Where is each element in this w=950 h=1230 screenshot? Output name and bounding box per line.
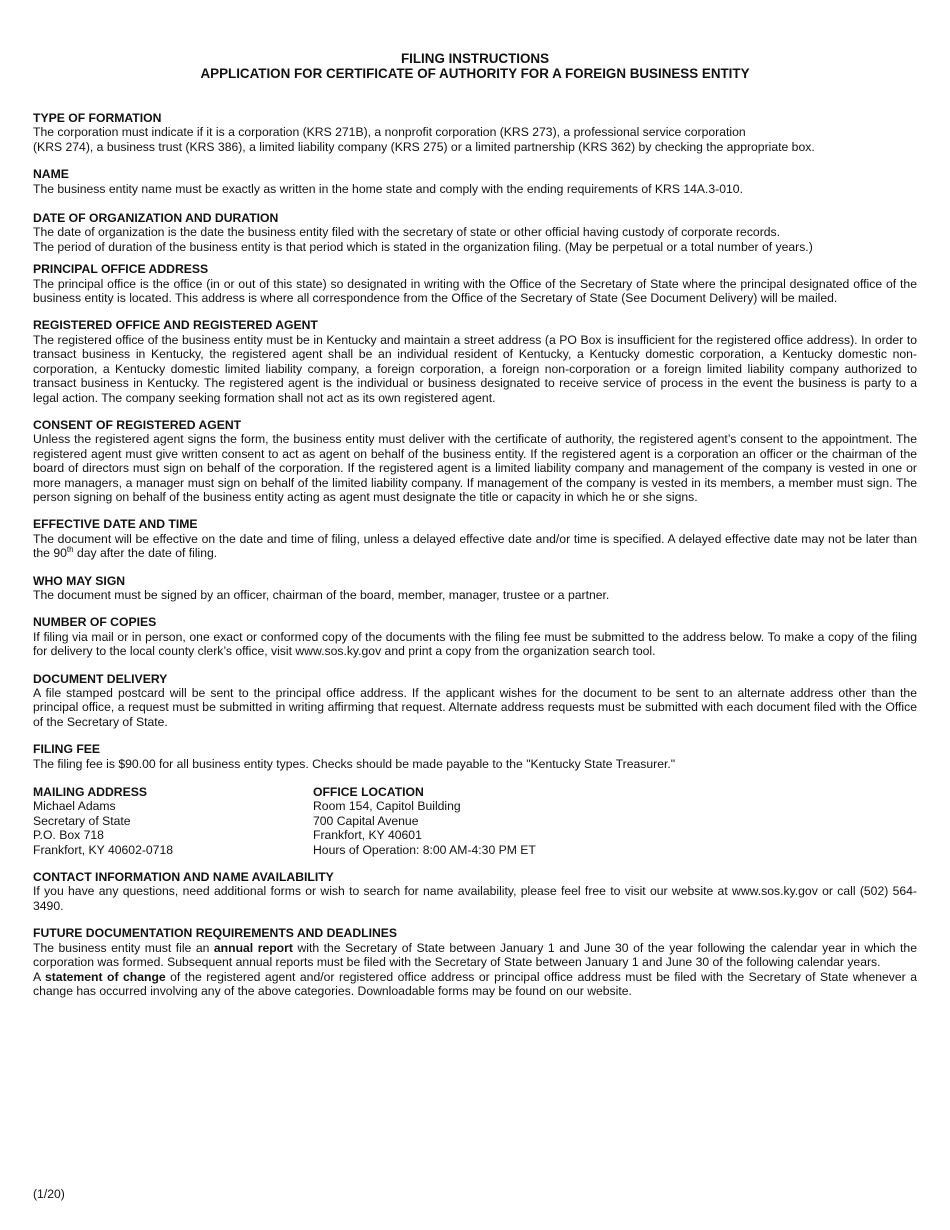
section-heading: CONTACT INFORMATION AND NAME AVAILABILITY	[33, 870, 334, 885]
section-document-delivery	[33, 672, 917, 730]
section-text	[33, 532, 917, 561]
section-effective-date	[33, 517, 917, 560]
section-text: The date of organization is the date the business entity filed with the secretary of state or other official having custody of corporate records.	[33, 225, 781, 240]
form-revision-code: (1/20)	[33, 1187, 65, 1201]
office-location-line: Frankfort, KY 40601	[313, 828, 422, 843]
section-text: The registered office of the business entity must be in Kentucky and maintain a street address (a PO Box is insufficient for the registered office address). In order to transact business in Kentucky, the registered agent shall be an individual resident of Kentucky, a Kentucky domestic corporation, a Kentucky domestic non-corporation, a Kentucky domestic limited liability company, a foreign corporation, a foreign non-corporation or a foreign limited liability company authorized to transact business in Kentucky. The registered agent is the individual or business designated to receive service of process in the event the business is party to a legal action. The company seeking formation shall not act as its own registered agent.	[33, 332, 917, 405]
section-heading: DOCUMENT DELIVERY	[33, 671, 168, 686]
section-text	[33, 941, 917, 970]
instructions-page	[33, 0, 917, 998]
section-text: The period of duration of the business entity is that period which is stated in the organization filing. (May be perpetual or a total number of years.)	[33, 239, 813, 254]
section-number-of-copies	[33, 615, 917, 658]
future-text-d: of the registered agent and/or registered office address or principal office address must be filed with the Secretary of State whenever a change has occurred involving any of the above categories. Downloadable forms may be found on our website.	[33, 969, 918, 998]
section-text: Unless the registered agent signs the form, the business entity must deliver with the certificate of authority, the registered agent’s consent to the appointment. The registered agent must give written consent to act as agent on behalf of the business entity. If the registered agent is a corporation an officer or the chairman of the board of directors must sign on behalf of the corporation. If the registered agent is a limited liability company and management of the company is vested in one or more managers, a manager must sign on behalf of the limited liability company. If management of the company is vested in its members, a member must sign. The person signing on behalf of the business entity acting as agent must designate the title or capacity in which he or she signs.	[33, 432, 917, 504]
section-text: The filing fee is $90.00 for all business entity types. Checks should be made payable to the "Kentucky State Treasurer."	[33, 756, 676, 771]
section-heading: NAME	[33, 167, 69, 182]
mailing-address-heading: MAILING ADDRESS	[33, 785, 147, 800]
section-heading: CONSENT OF REGISTERED AGENT	[33, 417, 242, 432]
mailing-address-line: Michael Adams	[33, 799, 116, 814]
address-columns	[33, 785, 917, 857]
section-heading: EFFECTIVE DATE AND TIME	[33, 517, 198, 532]
mailing-address-line: Secretary of State	[33, 813, 131, 828]
section-date-of-organization	[33, 211, 917, 254]
section-text: If you have any questions, need additional forms or wish to search for name availability, please feel free to visit our website at www.sos.ky.gov or call (502) 564-3490.	[33, 884, 917, 913]
future-text-a: The business entity must file an	[33, 940, 214, 955]
section-heading: TYPE OF FORMATION	[33, 111, 162, 125]
annual-report-term: annual report	[213, 940, 293, 955]
section-consent-of-agent	[33, 418, 917, 504]
section-text: The corporation must indicate if it is a corporation (KRS 271B), a nonprofit corporation (KRS 273), a professional service corporation	[33, 125, 746, 140]
section-text: A file stamped postcard will be sent to the principal office address. If the applicant wishes for the document to be sent to an alternate address other than the principal office, a request must be submitted in writing affirming that request. Alternate address requests must be submitted with each document filed with the Office of the Secretary of State.	[33, 686, 917, 729]
future-text-c: A	[33, 969, 45, 984]
section-text: The business entity name must be exactly as written in the home state and comply with the ending requirements of KRS 14A.3-010.	[33, 181, 743, 196]
office-location-block	[313, 785, 713, 857]
section-text: The principal office is the office (in or out of this state) so designated in writing with the Office of the Secretary of State where the principal designated office of the business entity is located. This address is where all correspondence from the Office of the Secretary of State (See Document Delivery) will be mailed.	[33, 276, 917, 306]
office-location-line: Room 154, Capitol Building	[313, 799, 461, 814]
ordinal-suffix: th	[66, 545, 74, 555]
doc-title-line1: FILING INSTRUCTIONS	[400, 51, 550, 66]
office-location-heading: OFFICE LOCATION	[313, 785, 424, 800]
doc-title-line2: APPLICATION FOR CERTIFICATE OF AUTHORITY FOR A FOREIGN BUSINESS ENTITY	[200, 66, 750, 81]
section-heading: NUMBER OF COPIES	[33, 615, 157, 630]
section-filing-fee	[33, 742, 917, 771]
section-principal-office	[33, 262, 917, 305]
section-text: The document must be signed by an officer, chairman of the board, member, manager, trustee or a partner.	[33, 587, 610, 602]
section-registered-office	[33, 318, 917, 404]
section-text: (KRS 274), a business trust (KRS 386), a limited liability company (KRS 275) or a limited partnership (KRS 362) by checking the appropriate box.	[33, 139, 815, 154]
section-future-requirements	[33, 926, 917, 998]
section-heading: DATE OF ORGANIZATION AND DURATION	[33, 211, 279, 226]
statement-of-change-term: statement of change	[44, 969, 166, 984]
section-who-may-sign	[33, 574, 917, 603]
section-name	[33, 167, 917, 196]
effective-text-b: day after the date of filing.	[73, 546, 218, 561]
section-heading: WHO MAY SIGN	[33, 573, 126, 588]
section-text	[33, 970, 917, 999]
section-contact-information	[33, 870, 917, 913]
section-heading: PRINCIPAL OFFICE ADDRESS	[33, 262, 209, 277]
future-text-b: with the Secretary of State between January 1 and June 30 of the year following the calendar year in which the corporation was formed. Subsequent annual reports must be filed with the Secretary of State between January 1 and June 30 of the following calendar years.	[33, 940, 917, 970]
section-heading: FILING FEE	[33, 742, 101, 757]
mailing-address-line: P.O. Box 718	[33, 828, 104, 843]
section-text: If filing via mail or in person, one exact or conformed copy of the documents with the filing fee must be submitted to the address below. To make a copy of the filing for delivery to the local county clerk’s office, visit www.sos.ky.gov and print a copy from the organization search tool.	[33, 629, 917, 659]
mailing-address-line: Frankfort, KY 40602-0718	[33, 842, 174, 857]
office-location-line: Hours of Operation: 8:00 AM-4:30 PM ET	[313, 842, 536, 857]
section-heading: REGISTERED OFFICE AND REGISTERED AGENT	[33, 318, 318, 333]
section-heading: FUTURE DOCUMENTATION REQUIREMENTS AND DEADLINES	[33, 926, 398, 941]
mailing-address-block	[33, 785, 313, 857]
section-type-of-formation	[33, 111, 917, 154]
office-location-line: 700 Capital Avenue	[313, 813, 419, 828]
effective-text-a: The document will be effective on the date and time of filing, unless a delayed effective date and/or time is specified. A delayed effective date may not be later than the 90	[33, 531, 917, 561]
